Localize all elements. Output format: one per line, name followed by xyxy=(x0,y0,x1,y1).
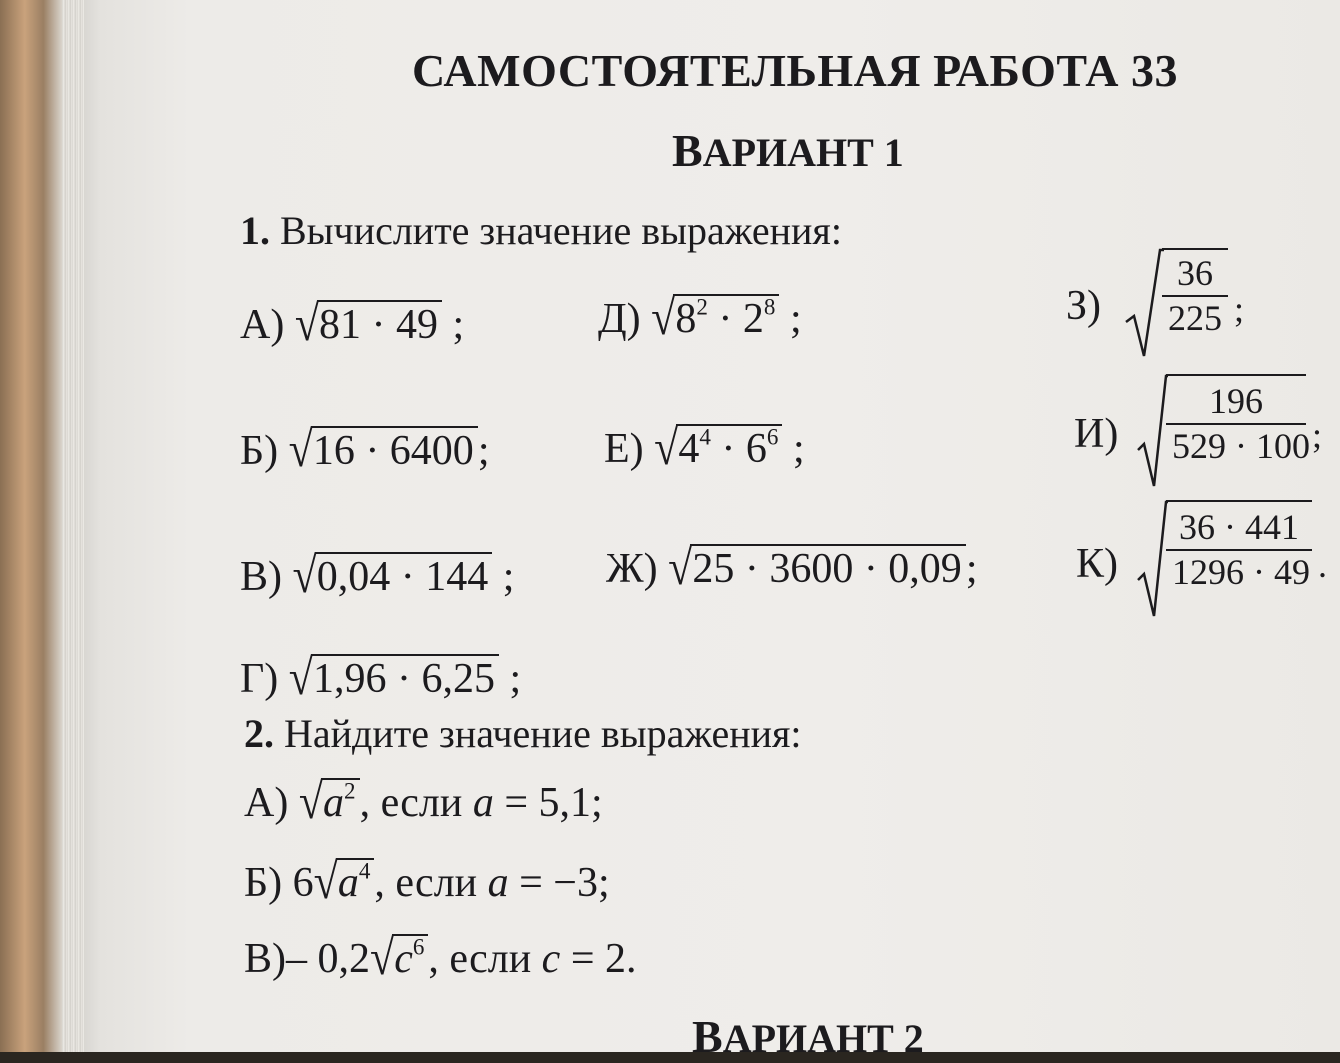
variable: a xyxy=(323,780,345,826)
multiply-dot: · xyxy=(710,426,746,472)
page-title: САМОСТОЯТЕЛЬНАЯ РАБОТА 33 xyxy=(412,45,1178,96)
sqrt-icon: √ xyxy=(313,853,338,910)
denominator: 1296 · 49 xyxy=(1166,549,1312,594)
task-2-item-a xyxy=(244,773,603,830)
item-end: ; xyxy=(792,426,805,472)
item-label: Е) xyxy=(604,426,644,472)
item-end: ; xyxy=(1234,289,1245,329)
numerator: 196 xyxy=(1209,381,1263,421)
item-end: ; xyxy=(452,302,465,348)
sqrt-icon xyxy=(1136,374,1168,490)
task-1-item-z-label: З) xyxy=(1066,283,1102,329)
variant-1-cap: В xyxy=(672,125,703,176)
radicand xyxy=(392,934,428,980)
sqrt-icon: √ xyxy=(654,419,679,476)
radicand xyxy=(321,778,360,824)
variant-2-heading xyxy=(692,1010,924,1063)
task-1-item-k xyxy=(1136,500,1336,620)
base-2: 6 xyxy=(745,426,767,472)
condition-text: , если xyxy=(359,780,473,826)
variant-2-cap: В xyxy=(692,1011,723,1062)
task-1-item-k-label: К) xyxy=(1076,541,1118,587)
item-end: ; xyxy=(509,656,522,702)
item-label: А) xyxy=(244,780,289,826)
sqrt-icon: √ xyxy=(651,289,676,346)
sqrt-icon: √ xyxy=(370,929,395,986)
sqrt-icon: √ xyxy=(288,649,313,706)
condition-text: , если xyxy=(374,860,488,906)
variant-1-heading xyxy=(672,124,904,177)
task-1-item-b xyxy=(240,421,490,478)
exponent-1: 4 xyxy=(699,423,711,450)
exponent-2: 6 xyxy=(766,423,779,450)
item-end: ; xyxy=(1312,415,1323,455)
item-end: . xyxy=(1318,545,1327,585)
numerator: 36 xyxy=(1177,253,1213,293)
task-1-text: Вычислите значение выражения: xyxy=(280,208,842,253)
task-1-number: 1. xyxy=(240,208,270,253)
exponent-1: 2 xyxy=(696,293,708,320)
task-2-item-v xyxy=(244,929,637,986)
task-2-text: Найдите значение выражения: xyxy=(284,711,802,756)
item-end: ; xyxy=(502,554,515,600)
coefficient: – 0,2 xyxy=(286,936,370,982)
condition-text: , если xyxy=(428,936,542,982)
radicand: 81 · 49 xyxy=(317,300,442,346)
item-label: Ж) xyxy=(606,546,658,592)
exponent: 4 xyxy=(358,857,371,884)
task-1-item-a xyxy=(240,295,465,352)
denominator: 529 · 100 xyxy=(1166,423,1306,468)
sqrt-icon xyxy=(1124,248,1164,360)
radicand xyxy=(676,424,782,470)
condition-value: = −3; xyxy=(508,860,610,906)
item-label: Д) xyxy=(598,296,641,342)
page-edges xyxy=(62,0,84,1052)
task-2-heading xyxy=(244,710,802,757)
condition-value: = 2. xyxy=(560,936,637,982)
task-1-item-v xyxy=(240,547,515,604)
variable: c xyxy=(394,936,413,982)
sqrt-icon: √ xyxy=(294,295,320,352)
task-1-item-g xyxy=(240,649,522,706)
task-1-item-e xyxy=(604,419,805,476)
condition-variable: a xyxy=(472,780,494,826)
sqrt-icon: √ xyxy=(292,547,317,604)
item-end: ; xyxy=(789,296,802,342)
sqrt-icon: √ xyxy=(288,421,313,478)
task-2-item-b xyxy=(244,853,610,910)
radicand: 16 · 6400 xyxy=(311,426,478,472)
item-label: Г) xyxy=(240,656,279,702)
task-1-item-z xyxy=(1124,248,1284,360)
exponent: 6 xyxy=(412,933,425,960)
condition-variable: a xyxy=(487,860,509,906)
item-end: ; xyxy=(965,546,978,592)
coefficient: 6 xyxy=(292,860,314,906)
condition-variable: c xyxy=(541,936,561,982)
item-label: Б) xyxy=(244,860,283,906)
exponent-2: 8 xyxy=(763,293,776,320)
sqrt-icon: √ xyxy=(668,539,693,596)
radicand xyxy=(336,858,375,904)
sqrt-icon: √ xyxy=(298,773,324,830)
variant-1-rest: АРИАНТ 1 xyxy=(702,130,904,175)
multiply-dot: · xyxy=(707,296,743,342)
task-1-item-d xyxy=(598,289,802,346)
task-1-item-i-label: И) xyxy=(1074,411,1119,457)
variable: a xyxy=(337,860,359,906)
radicand: 0,04 · 144 xyxy=(315,552,493,598)
task-1-heading xyxy=(240,207,842,254)
sqrt-icon xyxy=(1136,500,1168,620)
task-1-item-zh xyxy=(606,539,978,596)
numerator: 36 · 441 xyxy=(1179,507,1299,547)
radicand xyxy=(673,294,779,340)
task-1-item-i xyxy=(1136,374,1336,490)
item-label: А) xyxy=(240,302,285,348)
item-end: ; xyxy=(477,428,490,474)
item-label: В) xyxy=(240,554,282,600)
denominator: 225 xyxy=(1162,295,1228,340)
exponent: 2 xyxy=(344,777,356,804)
item-label: В) xyxy=(244,936,286,982)
task-2-number: 2. xyxy=(244,711,274,756)
book-binding xyxy=(0,0,62,1052)
base-1: 4 xyxy=(678,426,700,472)
radicand: 25 · 3600 · 0,09 xyxy=(690,544,965,590)
variant-2-rest: АРИАНТ 2 xyxy=(722,1016,924,1061)
base-1: 8 xyxy=(675,296,697,342)
base-2: 2 xyxy=(742,296,764,342)
condition-value: = 5,1; xyxy=(493,780,603,826)
item-label: Б) xyxy=(240,428,279,474)
radicand: 1,96 · 6,25 xyxy=(311,654,499,700)
